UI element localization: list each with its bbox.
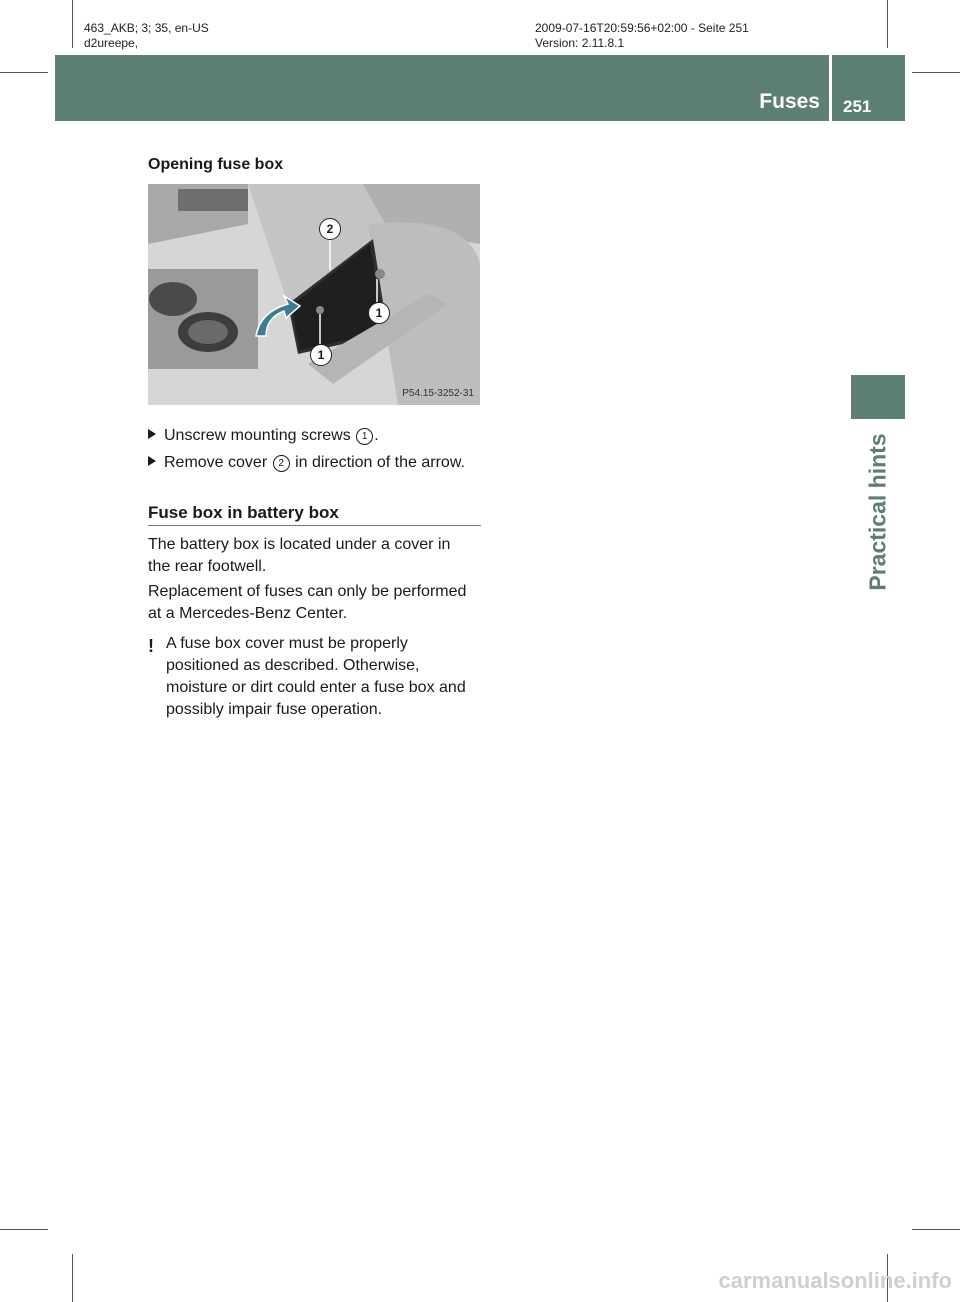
crop-mark (912, 72, 960, 73)
print-meta-left-line2: d2ureepe, (84, 36, 139, 50)
print-meta-left-line1: 463_AKB; 3; 35, en-US (84, 21, 209, 35)
header-divider (829, 55, 832, 121)
fuse-box-illustration (148, 184, 480, 405)
callout-1: 1 (310, 344, 332, 366)
para1-line2: the rear footwell. (148, 558, 267, 575)
crop-mark (0, 1229, 48, 1230)
para2-line2: at a Mercedes-Benz Center. (148, 605, 348, 622)
print-meta-right (535, 21, 749, 51)
ref-circle: 2 (273, 455, 290, 472)
warning-line1: A fuse box cover must be properly (166, 635, 408, 652)
warning-line2: positioned as described. Otherwise, (166, 657, 420, 674)
paragraph-battery-box (148, 534, 483, 578)
ref-circle: 1 (356, 428, 373, 445)
crop-mark (72, 0, 73, 48)
callout-2: 2 (319, 218, 341, 240)
step-unscrew (148, 425, 379, 447)
section-title-header: Fuses (759, 90, 820, 113)
figure-code: P54.15-3252-31 (402, 388, 474, 399)
print-meta-right-line2: Version: 2.11.8.1 (535, 36, 625, 50)
page-number: 251 (843, 97, 872, 116)
print-meta-left (84, 21, 209, 51)
step-text-end: . (374, 427, 379, 444)
step-text-end: in direction of the arrow. (295, 454, 465, 471)
step-arrow-icon (148, 456, 156, 466)
warning-icon: ! (148, 636, 154, 656)
para2-line1: Replacement of fuses can only be performed (148, 583, 467, 600)
step-text: Remove cover (164, 454, 268, 471)
step-remove-cover (148, 452, 465, 474)
crop-mark (912, 1229, 960, 1230)
fuse-box-figure (148, 184, 480, 405)
crop-mark (887, 0, 888, 48)
step-arrow-icon (148, 429, 156, 439)
chapter-label: Practical hints (864, 433, 891, 591)
crop-mark (0, 72, 48, 73)
watermark: carmanualsonline.info (718, 1268, 952, 1293)
step-text: Unscrew mounting screws (164, 427, 351, 444)
warning-line3: moisture or dirt could enter a fuse box and (166, 679, 466, 696)
print-meta-right-line1: 2009-07-16T20:59:56+02:00 - Seite 251 (535, 21, 749, 35)
warning-line4: possibly impair fuse operation. (166, 701, 383, 718)
section-rule (148, 525, 481, 526)
callout-1: 1 (368, 302, 390, 324)
para1-line1: The battery box is located under a cover in (148, 536, 451, 553)
paragraph-replacement (148, 581, 483, 625)
subheading: Opening fuse box (148, 156, 284, 173)
crop-mark (72, 1254, 73, 1302)
warning-text (166, 633, 486, 721)
section-title: Fuse box in battery box (148, 503, 339, 522)
side-tab-marker (851, 375, 905, 419)
